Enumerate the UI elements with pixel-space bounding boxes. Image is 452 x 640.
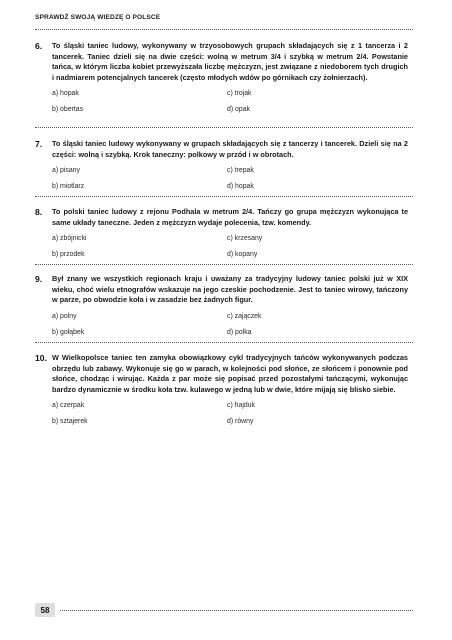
answer-c[interactable]: c) trojak — [227, 90, 252, 97]
answer-options — [52, 234, 415, 259]
page-number: 58 — [35, 603, 55, 617]
question-divider — [35, 127, 413, 128]
answer-d[interactable]: d) kopany — [227, 251, 258, 258]
answer-d[interactable]: d) równy — [227, 418, 254, 425]
answer-b[interactable]: b) przodek — [52, 251, 85, 258]
answer-b[interactable]: b) obertas — [52, 106, 84, 113]
header-divider — [35, 29, 413, 30]
question-text: To śląski taniec ludowy, wykonywany w trzyosobowych grupach składających się z 1 tancerza i 2 tancerek. Taniec dzieli się na dwie części: wolną w metrum 3/4 i szybką w metrum 2/4. Powstanie tańca, w którym liczba kobiet przewyższała liczbę mężczyzn, jest związane z niedoborem tych drugich i nadmiarem potencjalnych tancerek (często młodych wdów po górnikach czy żołnierzach). — [52, 41, 408, 82]
answer-b[interactable]: b) gołąbek — [52, 328, 85, 336]
question-number: 10. — [35, 353, 47, 363]
question-number: 8. — [35, 207, 43, 217]
answer-options — [52, 401, 415, 426]
answer-options — [52, 89, 415, 114]
question-text: W Wielkopolsce taniec ten zamyka obowiązkowy cykl tradycyjnych tańców wykonywanych podczas obrzędu lub zabawy. Wykonuje się go w parach, w kolejności pod słońce, ze słońcem i ponownie pod słońce, chodząc i wirując. Każda z par może się popisać przed pozostałymi tańczącymi, wykonując bardzo dynamicznie w środku koła tzw. kulawego w jedną lub w dwie, które mijają się blisko siebie. — [52, 353, 408, 394]
question-divider — [35, 196, 413, 197]
question-divider — [35, 264, 413, 265]
answer-c[interactable]: c) hajduk — [227, 402, 255, 409]
footer-divider — [60, 610, 413, 611]
question-7 — [35, 139, 415, 191]
answer-a[interactable]: a) hopak — [52, 90, 79, 97]
question-6 — [35, 41, 415, 114]
answer-b[interactable]: b) sztajerek — [52, 418, 88, 425]
question-text: To polski taniec ludowy z rejonu Podhala w metrum 2/4. Tańczy go grupa mężczyzn wykonująca te same układy taneczne. Jeden z mężczyzn wydaje polecenia, tzw. komendy. — [52, 207, 408, 227]
answer-c[interactable]: c) zajączek — [227, 312, 262, 320]
page-header: SPRAWDŹ SWOJĄ WIEDZĘ O POLSCE — [35, 14, 161, 21]
question-8 — [35, 207, 415, 259]
answer-d[interactable]: d) opak — [227, 106, 250, 113]
question-9 — [35, 274, 415, 337]
answer-options — [52, 166, 415, 191]
answer-d[interactable]: d) polka — [227, 328, 252, 336]
question-number: 9. — [35, 274, 43, 284]
question-text: Był znany we wszystkich regionach kraju i uważany za tradycyjny ludowy taniec polski już w XIX wieku, choć wielu etnografów wskazuje na jego czeskie pochodzenie. Jest to taniec wirowy, tańczony w parze, po obwodzie koła i w zasadzie bez żadnych figur. — [52, 274, 408, 304]
question-10 — [35, 353, 415, 426]
answer-c[interactable]: c) trepak — [227, 167, 254, 174]
answer-a[interactable]: a) czerpak — [52, 402, 85, 409]
answer-d[interactable]: d) hopak — [227, 183, 254, 190]
answer-b[interactable]: b) miotlarz — [52, 183, 85, 190]
question-number: 6. — [35, 41, 43, 51]
question-divider — [35, 342, 413, 343]
answer-c[interactable]: c) krzesany — [227, 235, 263, 242]
answer-a[interactable]: a) polny — [52, 312, 77, 320]
answer-a[interactable]: a) pisany — [52, 167, 80, 174]
answer-options — [52, 312, 415, 337]
answer-a[interactable]: a) zbójnicki — [52, 235, 87, 242]
question-text: To śląski taniec ludowy wykonywany w grupach składających się z tancerzy i tancerek. Dzieli się na 2 części: wolną i szybką. Krok taneczny: polkowy w przód i w obrotach. — [52, 139, 408, 159]
question-number: 7. — [35, 139, 43, 149]
